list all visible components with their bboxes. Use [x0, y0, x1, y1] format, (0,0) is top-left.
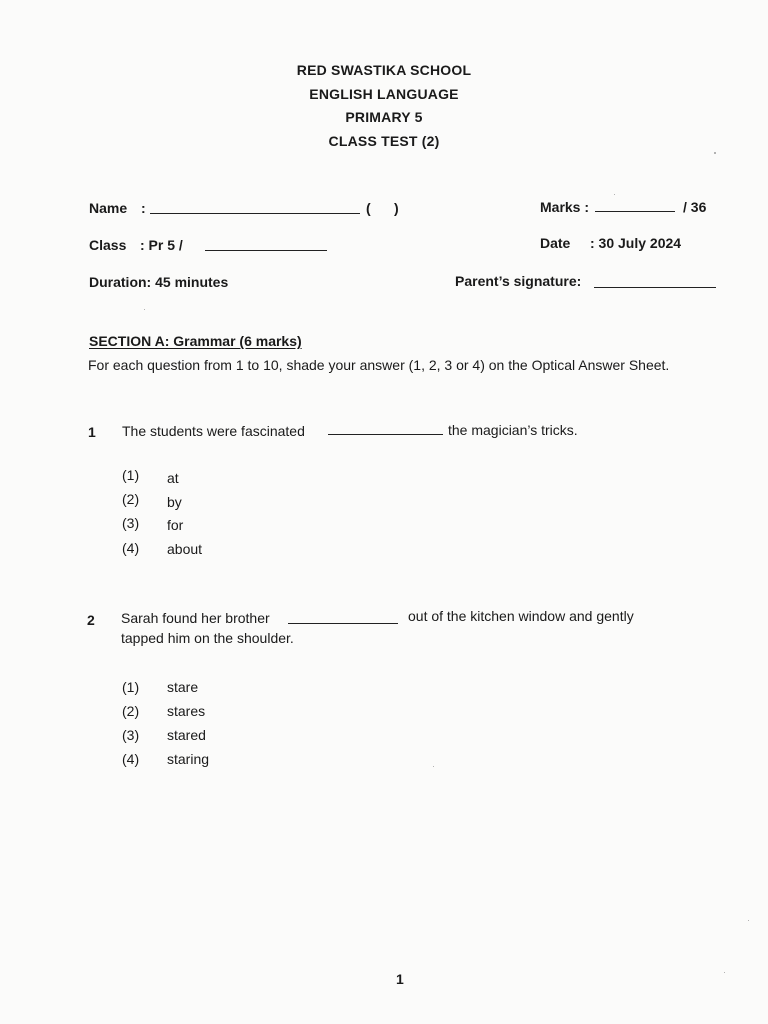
parent-signature-label: Parent’s signature:	[455, 273, 582, 289]
question-2-option-1-number: (1)	[122, 679, 140, 695]
marks-field[interactable]	[595, 211, 675, 212]
page-number: 1	[396, 971, 404, 987]
question-1-text-after: the magician’s tricks.	[448, 422, 578, 438]
question-2-text-after: out of the kitchen window and gently	[408, 608, 634, 624]
subject-title: ENGLISH LANGUAGE	[309, 86, 459, 102]
question-2-option-4-text: staring	[167, 751, 210, 767]
question-1-option-2-text: by	[167, 494, 182, 510]
question-1-option-2-number: (2)	[122, 491, 140, 507]
question-2-option-1-text: stare	[167, 679, 199, 695]
question-2-text-before: Sarah found her brother	[121, 610, 270, 626]
section-a-instructions: For each question from 1 to 10, shade your answer (1, 2, 3 or 4) on the Optical Answer Sheet.	[88, 357, 670, 373]
question-1-option-1-number: (1)	[122, 467, 140, 483]
index-number-bracket: ( )	[366, 200, 399, 216]
question-2-number: 2	[87, 612, 95, 628]
duration-text: Duration: 45 minutes	[89, 274, 229, 290]
school-name: RED SWASTIKA SCHOOL	[296, 62, 472, 78]
test-title: CLASS TEST (2)	[328, 133, 440, 149]
scan-speck	[724, 972, 725, 973]
question-1-option-4-text: about	[167, 541, 203, 557]
question-2-option-2-number: (2)	[122, 703, 140, 719]
question-2-option-3-text: stared	[167, 727, 206, 743]
name-label: Name	[89, 200, 128, 216]
scan-speck	[433, 766, 434, 767]
scan-speck	[748, 920, 749, 921]
name-colon: :	[141, 200, 146, 216]
question-2-option-3-number: (3)	[122, 727, 140, 743]
question-1-text-before: The students were fascinated	[122, 423, 305, 439]
section-a-title: SECTION A: Grammar (6 marks)	[89, 333, 302, 349]
question-1-option-3-text: for	[167, 517, 184, 533]
scan-speck	[144, 309, 145, 310]
question-2-blank	[288, 623, 398, 624]
question-1-option-3-number: (3)	[122, 515, 140, 531]
date-value: : 30 July 2024	[590, 235, 682, 251]
class-label: Class	[89, 237, 127, 253]
question-2-option-4-number: (4)	[122, 751, 140, 767]
marks-label: Marks :	[540, 199, 590, 215]
question-2-option-2-text: stares	[167, 703, 206, 719]
question-1-number: 1	[88, 424, 96, 440]
scan-speck	[614, 194, 615, 195]
scan-speck	[714, 152, 716, 154]
question-1-option-1-text: at	[167, 470, 179, 486]
date-label: Date	[540, 235, 571, 251]
question-1-option-4-number: (4)	[122, 540, 140, 556]
question-1-blank	[328, 434, 443, 435]
question-2-text-line2: tapped him on the shoulder.	[121, 630, 294, 646]
parent-signature-field[interactable]	[594, 287, 716, 288]
class-field[interactable]	[205, 250, 327, 251]
class-value: : Pr 5 /	[140, 237, 183, 253]
level-title: PRIMARY 5	[345, 109, 423, 125]
marks-total: / 36	[683, 199, 707, 215]
name-field[interactable]	[150, 213, 360, 214]
